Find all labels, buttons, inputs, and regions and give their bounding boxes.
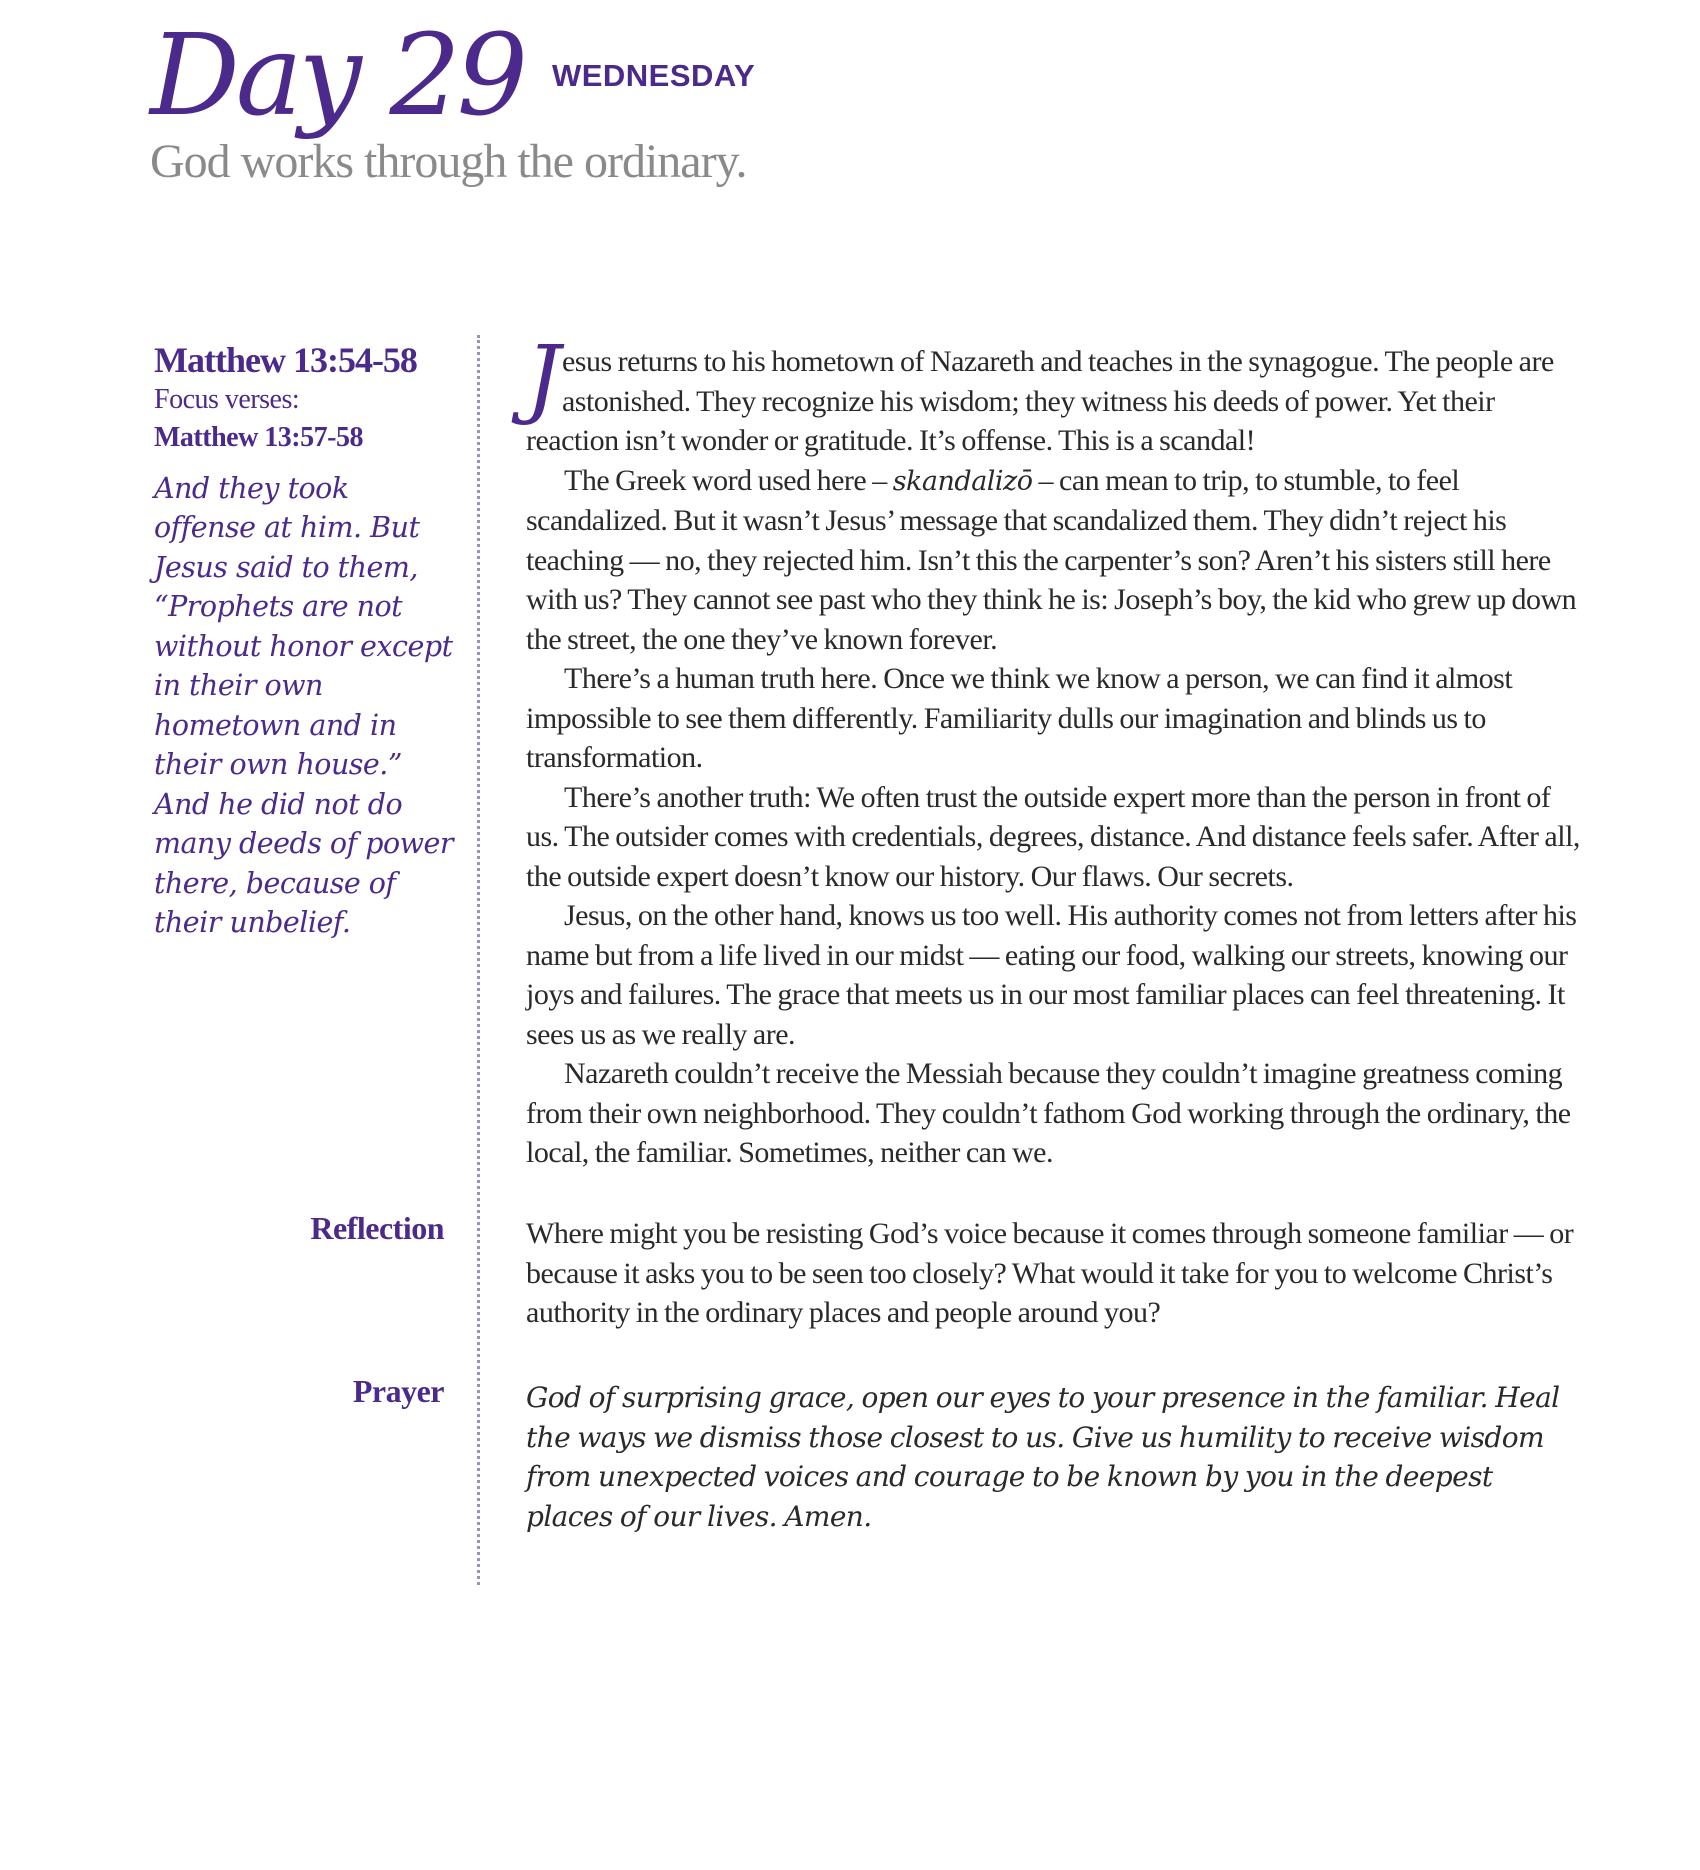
body-paragraph: There’s another truth: We often trust the outside expert more than the person in front of us. The outsider comes with credentials, degrees, distance. And distance feels safer. After all, the outside expert doesn’t know our history. Our flaws. Our secrets.	[526, 780, 1580, 893]
paragraph-text: The Greek word used here –	[564, 463, 893, 497]
focus-verses-reference: Matthew 13:57-58	[154, 422, 363, 454]
body-paragraph: Jesus, on the other hand, knows us too well. His authority comes not from letters after his name but from a life lived in our midst — eating our food, walking our streets, knowing our joys and failures. The grace that meets us in our most familiar places can feel threatening. It sees us as we really are.	[526, 899, 1577, 1051]
prayer-label: Prayer	[352, 1373, 444, 1409]
focus-verses-label: Focus verses:	[154, 384, 300, 416]
passage-reference: Matthew 13:54-58	[154, 340, 417, 380]
page-subtitle: God works through the ordinary.	[150, 135, 747, 188]
reflection-text: Where might you be resisting God’s voice because it comes through someone familiar — or because it asks you to be seen too closely? What would it take for you to welcome Christ’s authority in the ordinary places and people around you?	[526, 1217, 1574, 1329]
paragraph-text: – can mean to trip, to stumble, to feel scandalized. But it wasn’t Jesus’ message that scandalized them. They didn’t reject his teaching — no, they rejected him. Isn’t this the carpenter’s son? Aren’t his sisters still here with us? They cannot see past who they think he is: Joseph’s boy, the kid who grew up down the street, the one they’ve known forever.	[526, 463, 1577, 656]
drop-cap: J	[526, 328, 560, 428]
page-header	[150, 11, 756, 189]
weekday-label: WEDNESDAY	[551, 58, 756, 93]
day-row	[150, 11, 756, 141]
paragraph-text: esus returns to his hometown of Nazareth and teaches in the synagogue. The people are astonished. They recognize his wisdom; they witness his deeds of power. Yet their reaction isn’t wonder or gratitude. It’s offense. This is a scandal!	[526, 345, 1554, 457]
body-paragraph: Nazareth couldn’t receive the Messiah because they couldn’t imagine greatness coming from their own neighborhood. They couldn’t fathom God working through the ordinary, the local, the familiar. Sometimes, neither can we.	[526, 1057, 1571, 1169]
body-paragraph	[526, 461, 1586, 660]
focus-verses-text: And they took offense at him. But Jesus said to them, “Prophets are not without honor except in their own hometown and in their own house.” And he did not do many deeds of power there, because of their unbelief.	[154, 471, 453, 940]
body-paragraph	[526, 328, 1586, 461]
prayer-text: God of surprising grace, open our eyes to your presence in the familiar. Heal the ways we dismiss those closest to us. Give us humility to receive wisdom from unexpected voices and courage to be known by you in the deepest places of our lives. Amen.	[526, 1381, 1560, 1533]
scripture-sidebar	[154, 340, 454, 943]
greek-term: skandalizō	[892, 465, 1033, 497]
dotted-divider	[477, 335, 480, 1585]
body-paragraph: There’s a human truth here. Once we think we know a person, we can find it almost impossible to see them differently. Familiarity dulls our imagination and blinds us to transformation.	[526, 662, 1513, 774]
devotional-body	[526, 328, 1586, 1173]
reflection-label: Reflection	[310, 1210, 444, 1246]
day-title: Day 29	[150, 11, 524, 141]
